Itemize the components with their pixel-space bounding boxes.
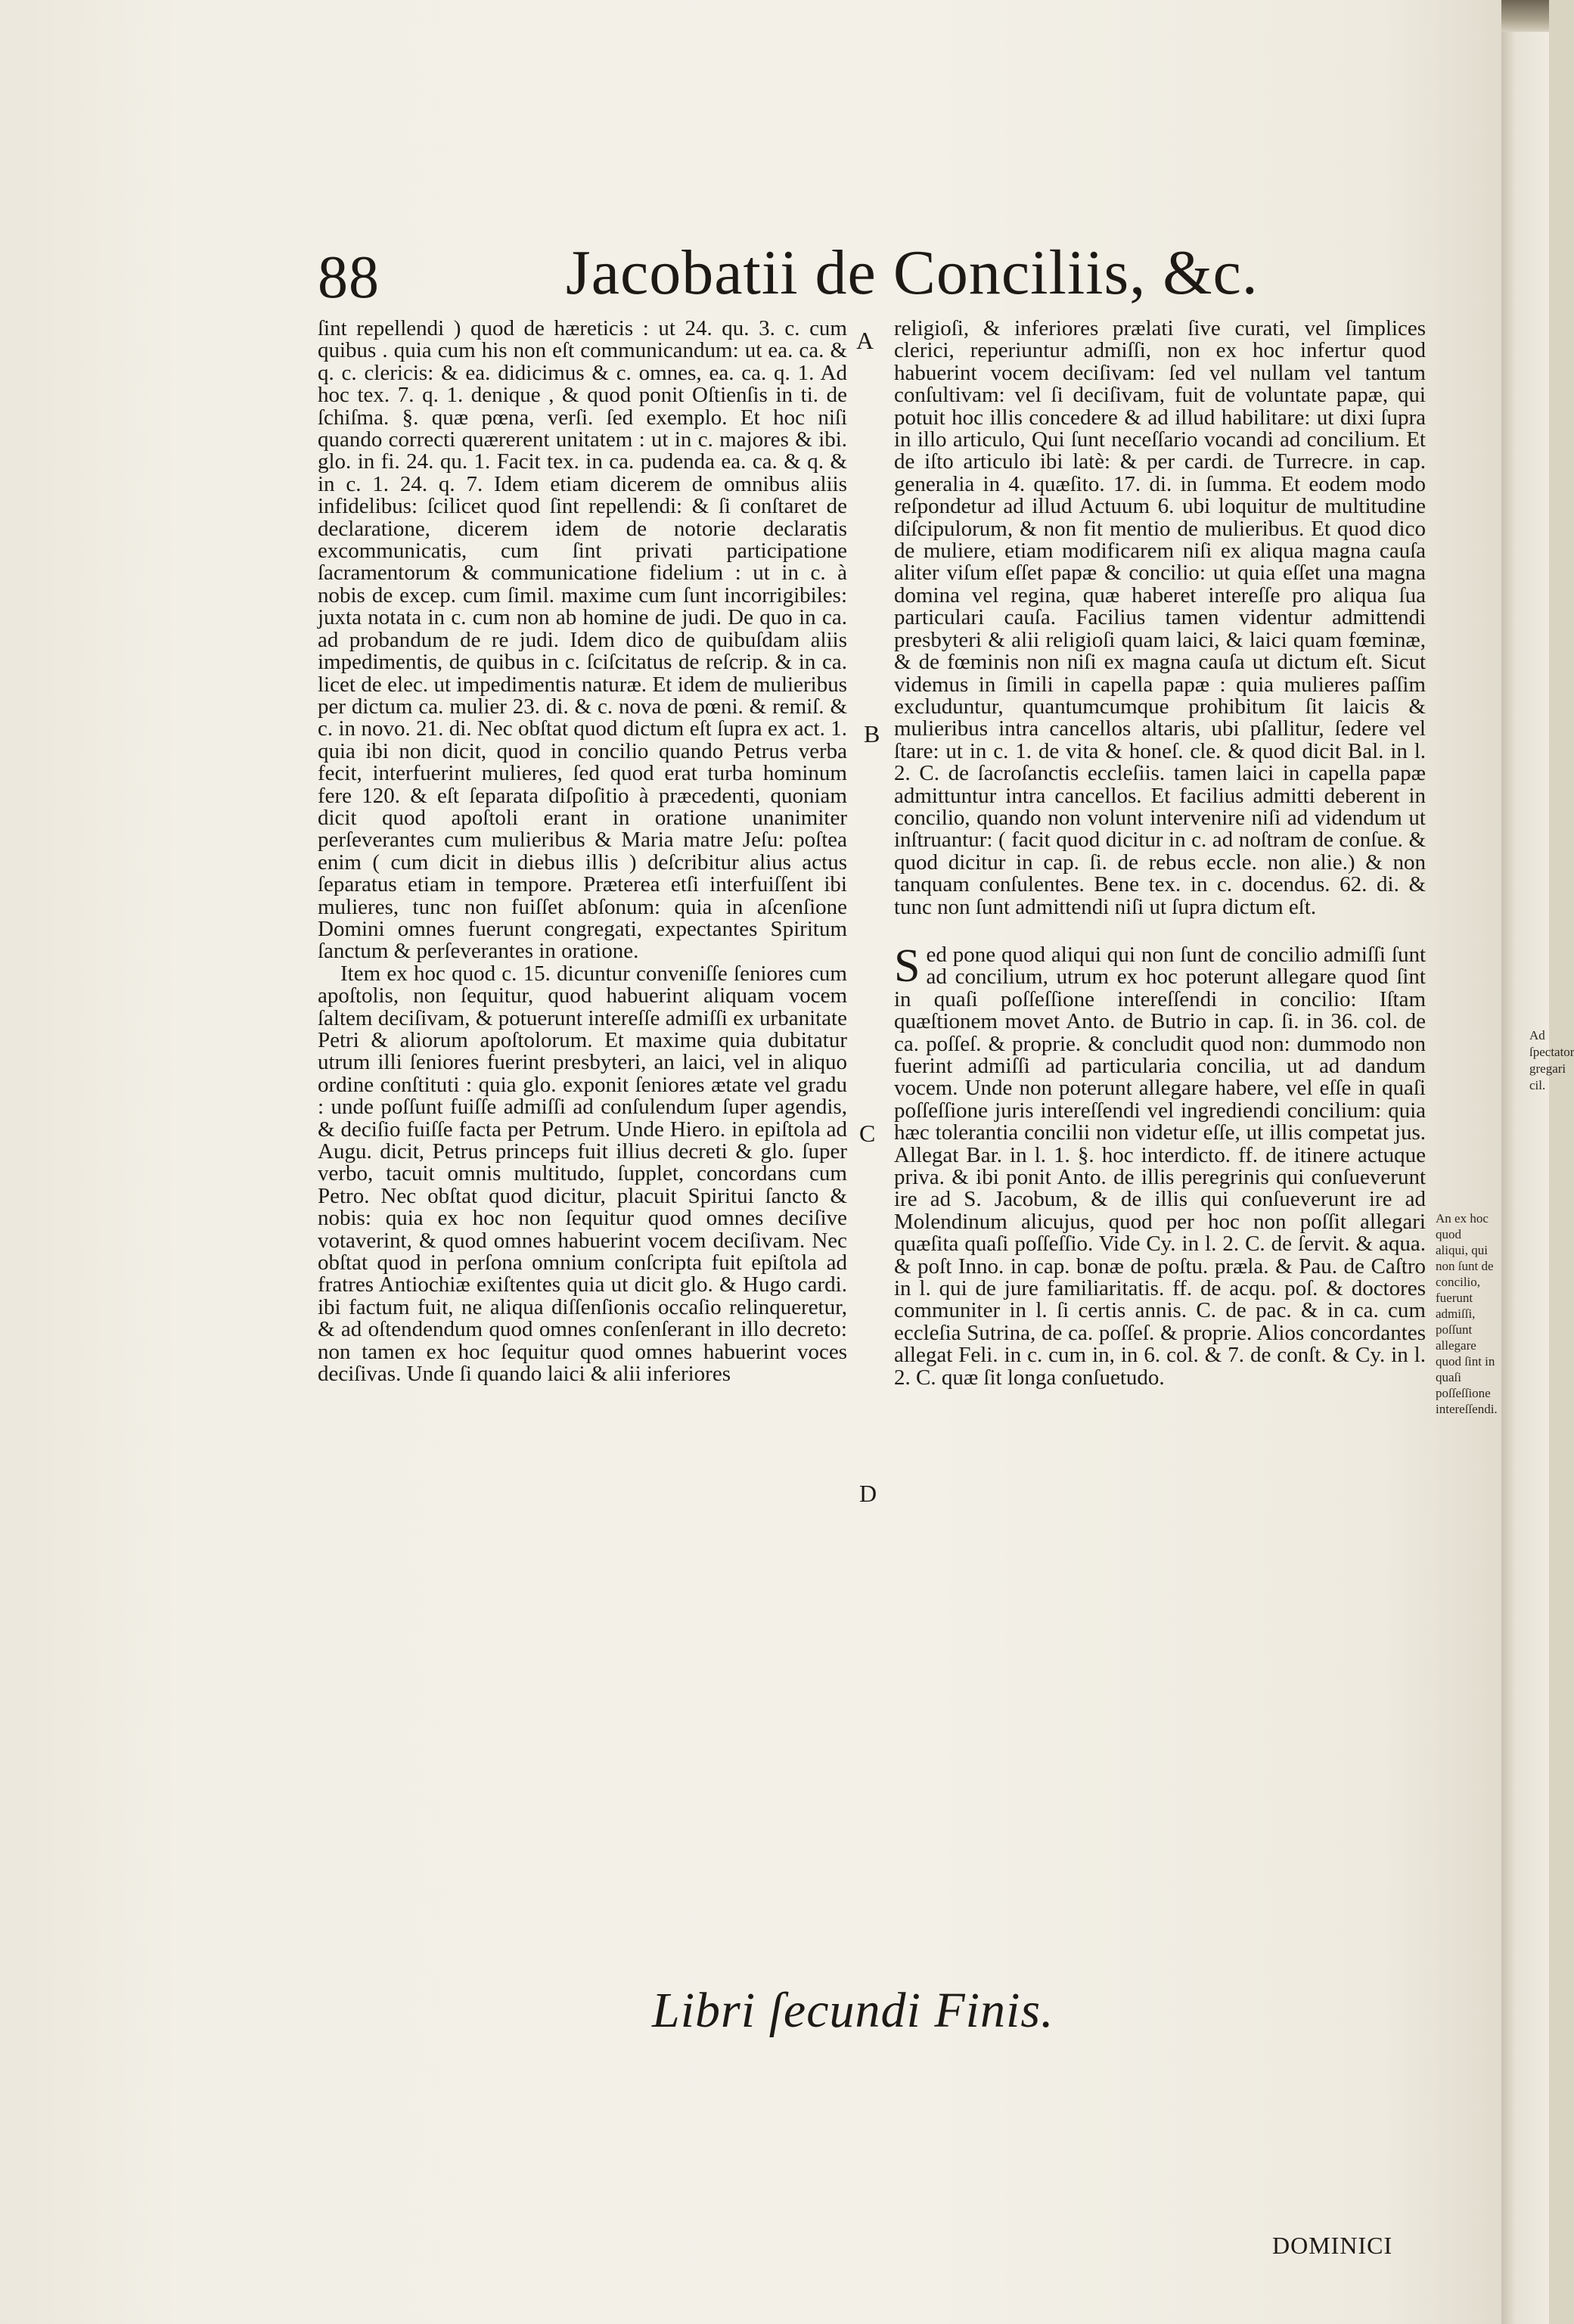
running-title: Jacobatii de Conciliis, &c. [566, 238, 1259, 308]
page-number: 88 [318, 244, 380, 311]
section-marker-a: A [856, 327, 874, 354]
catchword: DOMINICI [1272, 2232, 1393, 2259]
section-marker-d: D [859, 1480, 877, 1507]
section-marker-c: C [859, 1120, 876, 1147]
section-marker-b: B [864, 720, 880, 747]
right-column [894, 318, 1426, 1389]
left-column-paragraph: Item ex hoc quod c. 15. dicuntur conveniſſe ſeniores cum apoſtolis, non ſequitur, quod habuerint aliquam vocem ſaltem deciſivam, & potuerunt intereſſe admiſſi ex urbanitate Petri & aliorum apoſtolorum. Et maxime quia dubitatur utrum illi ſeniores fuerint presbyteri, an laici, vel in aliquo ordine conſtituti : quia glo. exponit ſeniores ætate vel gradu : unde poſſunt fuiſſe admiſſi ad conſulendum ſuper agendis, & deciſio fuiſſe facta per Petrum. Unde Hiero. in epiſtola ad Augu. dicit, Petrus princeps fuit illius decreti & glo. ſuper verbo, tacuit omnis multitudo, ſupplet, concordans cum Petro. Nec obſtat quod dicitur, placuit Spiritui ſancto & nobis: quia ex hoc non ſequitur quod omnes deciſive votaverint, & quod omnes habuerint vocem deciſivam. Nec obſtat quod in perſona omnium conſcripta fuit epiſtola ad fratres Antiochiæ exiſtentes quia ut dicit glo. & Hugo cardi. ibi factum fuit, ne aliqua diſſenſionis occaſio relinqueretur, & ad oſtendendum quod omnes conſenſerant in illo decreto: non tamen ex hoc ſequitur quod omnes habuerint voces deciſivas. Unde ſi quando laici & alii inferiores [318, 961, 847, 1387]
right-column-paragraph: religioſi, & inferiores prælati ſive curati, vel ſimplices clerici, reperiuntur admiſſi, non ex hoc infertur quod habuerint vocem deciſivam: ſed vel nullam vel tantum conſultivam: vel ſi deciſivam, fuit de voluntate papæ, qui potuit hoc illis concedere & ad illud habilitare: ut dixi ſupra in illo articulo, Qui ſunt neceſſario vocandi ad concilium. Et de iſto articulo ibi latè: & per cardi. de Turrecre. in cap. generalia in 4. quæſito. 17. di. in ſumma. Et eodem modo reſpondetur ad illud Actuum 6. ubi loquitur de multitudine diſcipulorum, & non fit mentio de mulieribus. Et quod dico de muliere, etiam modificarem niſi ex aliqua magna cauſa aliter viſum eſſet papæ & concilio: ut quia eſſet una magna domina vel regina, quæ haberet intereſſe pro aliqua ſua particulari cauſa. Facilius tamen videntur admittendi presbyteri & alii religioſi quam laici, & laici quam fœminæ, & de fœminis non niſi ex magna cauſa ut dictum eſt. Sicut videmus in ſimili in capella papæ : quia mulieres paſſim excluduntur, quantumcumque prohibitum ſit laicis & mulieribus intra cancellos altaris, ubi pſallitur, ſedere vel ſtare: ut in c. 1. de vita & honeſ. cle. & quod dicit Bal. in l. 2. C. de ſacroſanctis eccleſiis. tamen laici in capella papæ admittuntur intra cancellos. Et facilius admitti deberent in concilio, quando non volunt intervenire niſi ad videndum ut inſtruantur: ( facit quod dicitur in c. ad noſtram de conſue. & quod dicitur in cap. ſi. de rebus eccle. non alie.) & non tanquam conſulentes. Bene tex. in c. docendus. 62. di. & tunc non ſunt admittendi niſi ut ſupra dictum eſt. [894, 316, 1426, 919]
right-column-paragraph: ed pone quod aliqui qui non ſunt de concilio admiſſi ſunt ad concilium, utrum ex hoc poterunt allegare quod ſint in quaſi poſſeſſione intereſſendi in concilio: Iſtam quæſtionem movet Anto. de Butrio in cap. ſi. in 36. col. de ca. poſſeſ. & proprie. & concludit quod non: dummodo non fuerint admiſſi ad particularia concilia, ut ad dandum vocem. Unde non poterunt allegare habere, vel eſſe in quaſi poſſeſſione juris intereſſendi vel ingrediendi concilium: quia hæc tolerantia concilii non videtur eſſe, ut illis competat jus. Allegat Bar. in l. 1. §. hoc interdicto. ff. de itinere actuque priva. & ibi ponit Anto. de illis peregrinis qui conſueverunt ire ad S. Jacobum, & de illis qui conſueverunt ire ad Molendinum alicujus, quod per hoc non poſſit allegari quæſita quaſi poſſeſſio. Vide Cy. in l. 2. C. de ſervit. & aqua. & poſt Inno. in cap. bonæ de poſtu. præla. & Pau. de Caſtro in l. qui de jure familiaritatis. ff. de acqu. poſ. & doctores communiter in l. ſi certis annis. C. de pac. & in ca. cum eccleſia Sutrina, de ca. poſſeſ. & proprie. Alios concordantes allegat Feli. in c. cum in, in 6. col. & 7. de conſt. & Cy. in l. 2. C. quæ ſit longa conſuetudo. [894, 942, 1426, 1390]
margin-note: An ex hoc quod aliqui, qui non ſunt de concilio, fuerunt admiſſi, poſſunt allegare quod ſint in quaſi poſſeſſione intereſſendi. [1436, 1211, 1498, 1416]
left-column [318, 318, 847, 1386]
drop-cap-initial: S [894, 940, 920, 992]
book-end-title: Libri ſecundi Finis. [652, 1983, 1054, 2038]
left-column-paragraph: ſint repellendi ) quod de hæreticis : ut 24. qu. 3. c. cum quibus . quia cum his non eſt communicandum: ut ea. ca. & q. c. clericis: & ea. didicimus & c. omnes, ea. ca. q. 1. Ad hoc tex. 7. q. 1. denique , & quod ponit Oſtienſis in ti. de ſchiſma. §. quæ pœna, verſi. ſed exemplo. Et hoc niſi quando correcti quærerent unitatem : ut in c. majores & ibi. glo. in fi. 24. qu. 1. Facit tex. in ca. pudenda ea. ca. & q. & in c. 1. 24. q. 7. Idem etiam dicerem de omnibus aliis infidelibus: ſcilicet quod ſint repellendi: & ſi conſtaret de declaratione, dicerem idem de notorie declaratis excommunicatis, cum ſint privati participatione ſacramentorum & communicatione fidelium : ut in c. à nobis de excep. cum ſimil. maxime cum ſunt incorrigibiles: juxta notata in c. cum non ab homine de judi. De quo in ca. ad probandum de re judi. Idem dico de quibuſdam aliis impedimentis, de quibus in c. ſciſcitatus de reſcrip. & in ca. licet de elec. ut impedimentis naturæ. Et idem de mulieribus per dictum ca. mulier 23. di. & c. nova de pœni. & remiſ. & c. in novo. 21. di. Nec obſtat quod dictum eſt ſupra ex act. 1. quia ibi non dicit, quod in concilio quando Petrus verba fecit, interfuerint mulieres, ſed quod erat turba hominum fere 120. & eſt ſeparata diſpoſitio à præcedenti, quoniam dicit quod apoſtoli erant in oratione unanimiter perſeverantes cum mulieribus & Maria matre Jeſu: poſtea enim ( cum dicit in diebus illis ) deſcribitur alius actus ſeparatus etiam in tempore. Præterea etſi interfuiſſent ibi mulieres, tunc non fuiſſet abſonum: quia in aſcenſione Domini omnes fuerunt congregati, expectantes Spiritum ſanctum & perſeverantes in oratione. [318, 316, 847, 964]
margin-note-edge: Ad ſpectator gregari cil. [1529, 1028, 1574, 1092]
right-column-paragraph-with-initial [894, 940, 1426, 1390]
